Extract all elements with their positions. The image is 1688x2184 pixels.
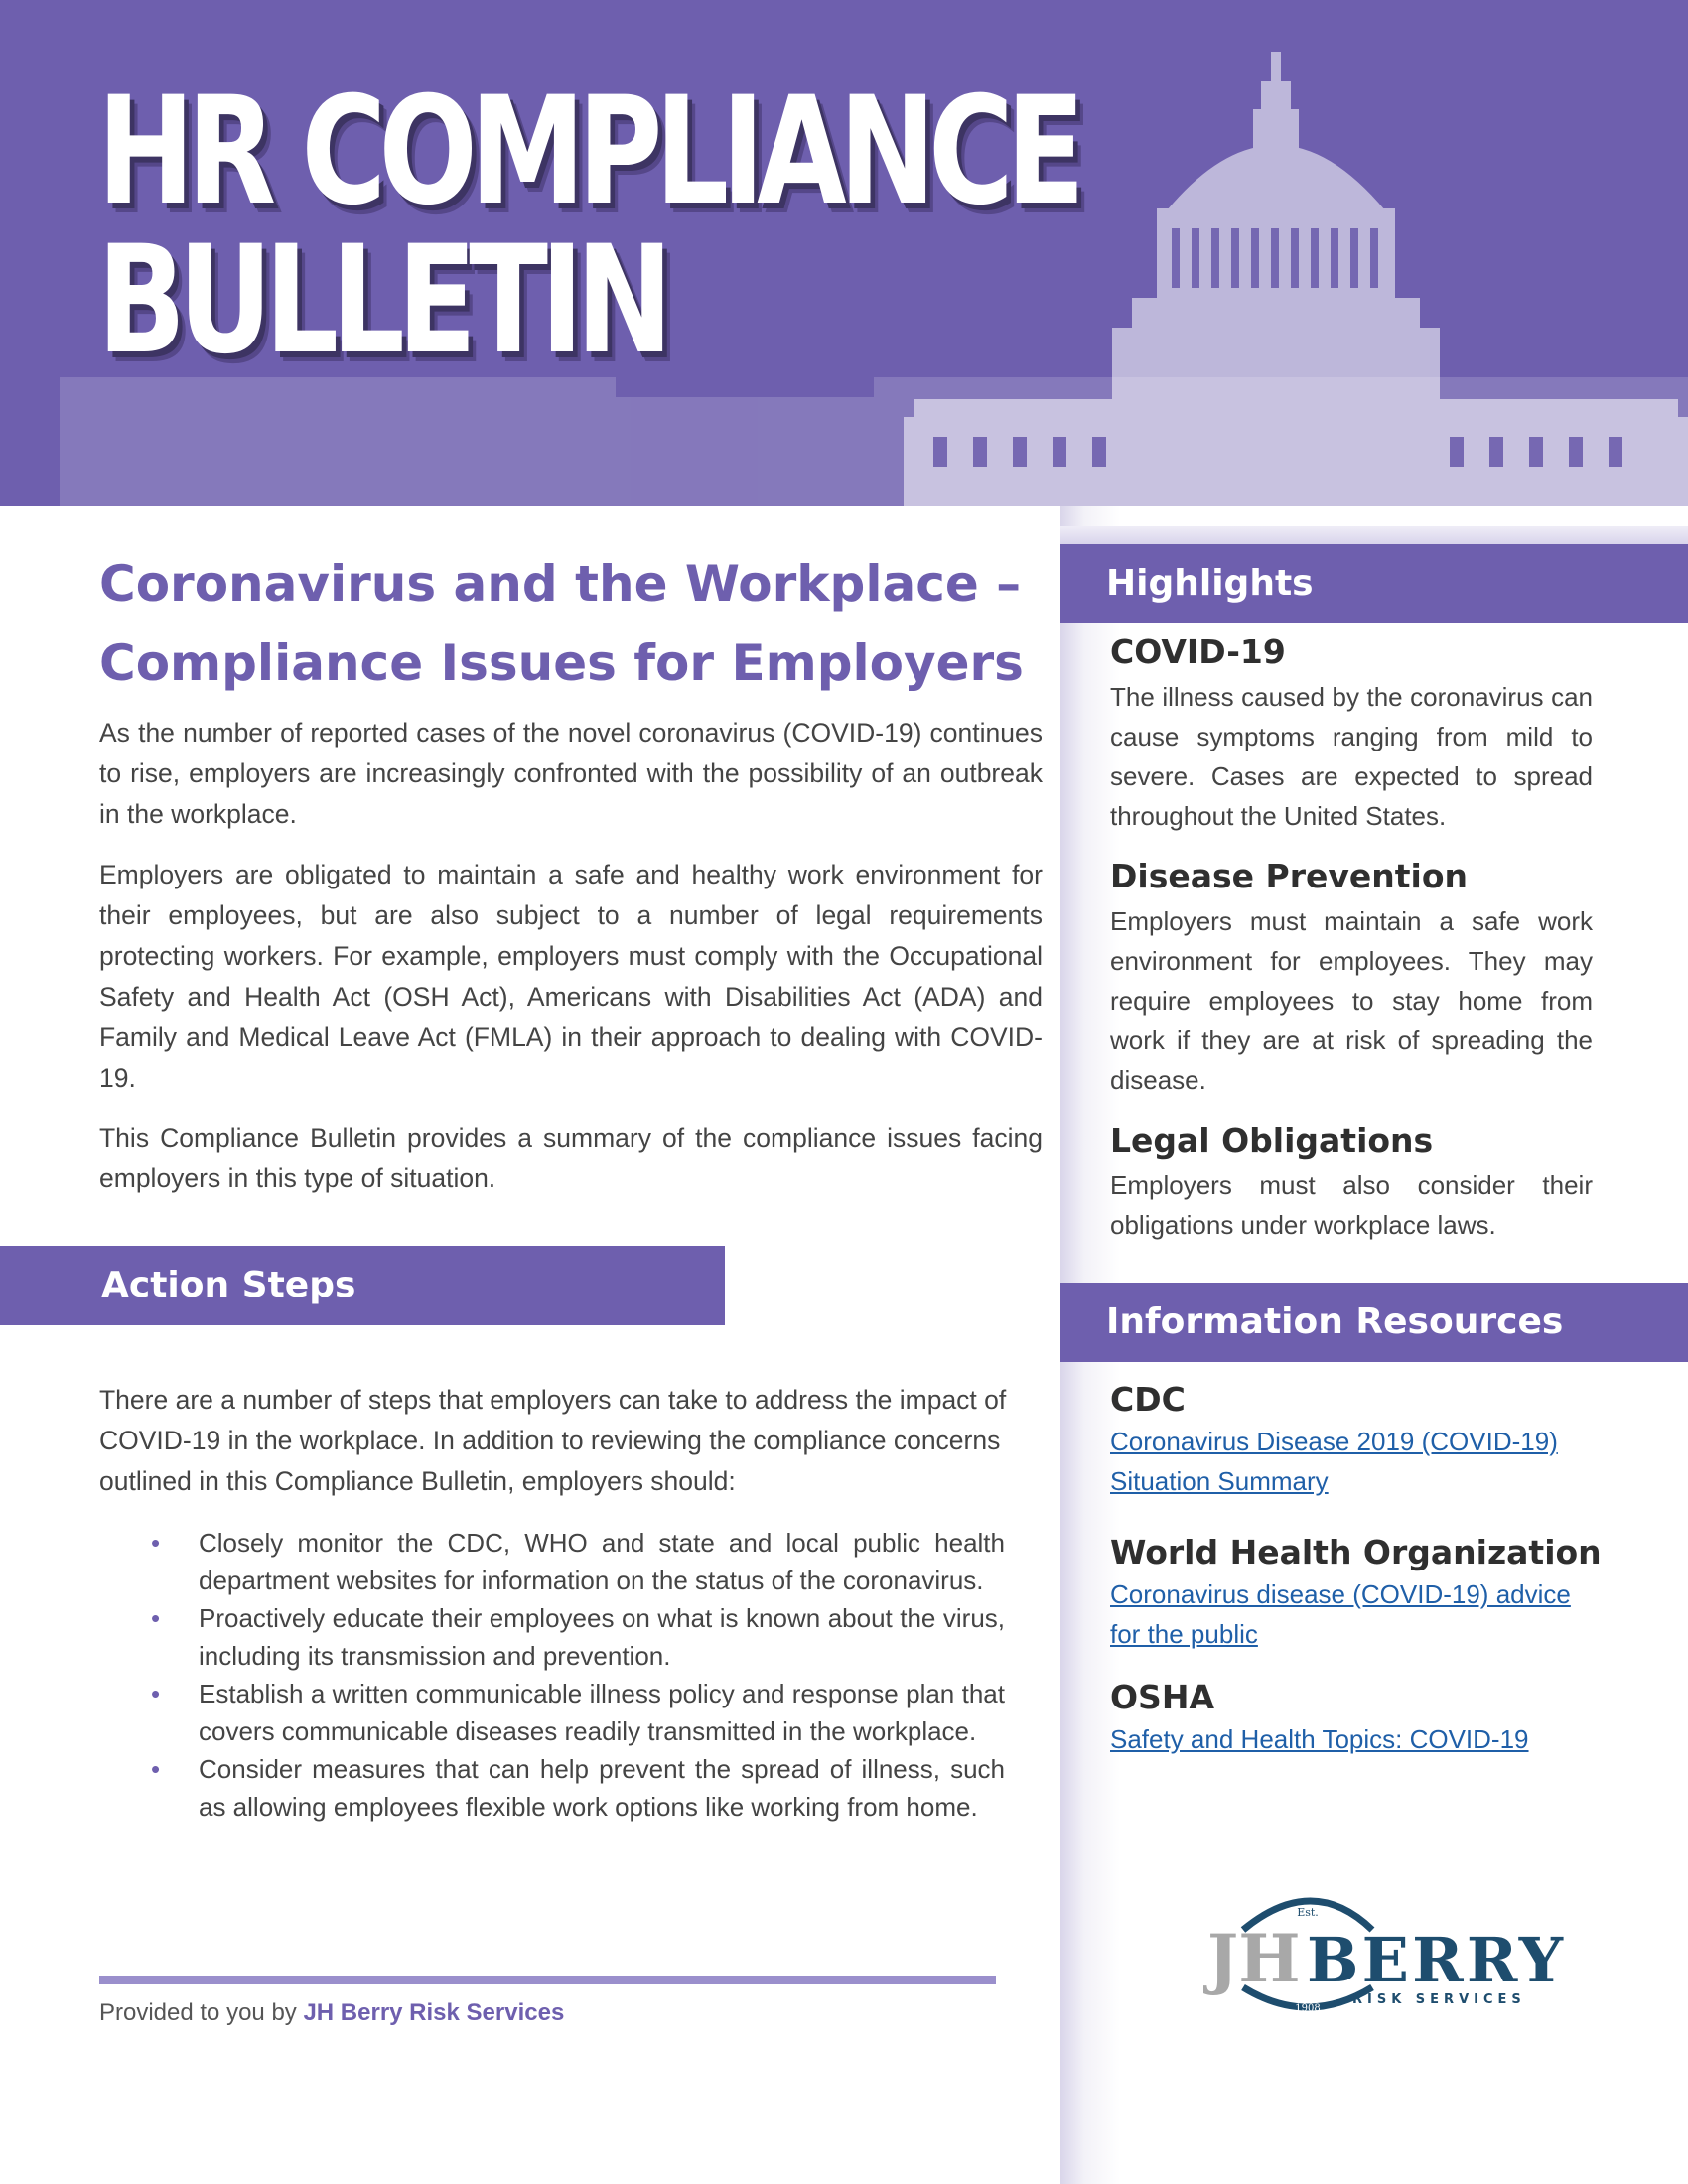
- resources-heading: Information Resources: [1060, 1283, 1688, 1362]
- highlight-body: The illness caused by the coronavirus can cause symptoms ranging from mild to severe. Cases are expected to spread throughout the United States.: [1110, 682, 1593, 831]
- bullet-icon: •: [151, 1528, 161, 1558]
- footer-company: JH Berry Risk Services: [303, 1999, 565, 2026]
- resource-title: World Health Organization: [1110, 1533, 1602, 1571]
- footer-credit: [99, 1999, 564, 2027]
- resource-item: [1110, 1531, 1607, 1654]
- resource-item: [1110, 1676, 1607, 1759]
- resource-title: OSHA: [1110, 1678, 1214, 1716]
- highlight-title: Disease Prevention: [1110, 857, 1468, 895]
- action-steps-heading: Action Steps: [0, 1246, 725, 1325]
- highlights-heading: Highlights: [1060, 544, 1688, 623]
- list-item: [99, 1675, 1005, 1750]
- article-title: [99, 544, 1033, 703]
- highlight-body: Employers must maintain a safe work environment for employees. They may require employees to stay home from work if they are at risk of spreading the disease.: [1110, 906, 1593, 1095]
- logo-jh: JH: [1207, 1920, 1301, 1997]
- list-item-text: Proactively educate their employees on what is known about the virus, including its transmission and prevention.: [199, 1603, 1005, 1671]
- jh-berry-logo: [1203, 1890, 1571, 2024]
- intro-paragraph: This Compliance Bulletin provides a summary of the compliance issues facing employers in this type of situation.: [99, 1123, 1043, 1193]
- resource-link-line: Safety and Health Topics: COVID-19: [1110, 1724, 1529, 1754]
- article-title-line2: Compliance Issues for Employers: [99, 634, 1024, 692]
- list-item-text: Consider measures that can help prevent the spread of illness, such as allowing employees flexible work options like working from home.: [199, 1754, 1005, 1822]
- footer-divider: [99, 1976, 996, 1984]
- logo-tagline: RISK SERVICES: [1352, 1992, 1526, 2007]
- bullet-icon: •: [151, 1754, 161, 1784]
- resource-item: [1110, 1378, 1607, 1501]
- bulletin-title-line1: HR COMPLIANCE: [97, 66, 1078, 238]
- list-item: [99, 1750, 1005, 1826]
- highlight-item: [1110, 856, 1593, 1100]
- header-banner: [0, 0, 1688, 506]
- bulletin-title: [97, 66, 1078, 387]
- resource-link-line: Coronavirus Disease 2019 (COVID-19): [1110, 1427, 1558, 1456]
- list-item-text: Closely monitor the CDC, WHO and state and local public health department websites for information on the status of the coronavirus.: [199, 1528, 1005, 1595]
- resource-link[interactable]: [1110, 1574, 1607, 1654]
- highlight-item: [1110, 1120, 1593, 1245]
- resource-link-line: Situation Summary: [1110, 1466, 1329, 1496]
- bulletin-title-line2: BULLETIN: [97, 214, 666, 387]
- action-steps-intro: There are a number of steps that employers can take to address the impact of COVID-19 in the workplace. In addition to reviewing the compliance concerns outlined in this Compliance Bulletin, employers should:: [99, 1385, 1007, 1496]
- logo-berry: BERRY: [1307, 1924, 1563, 1996]
- article-title-line1: Coronavirus and the Workplace –: [99, 555, 1022, 613]
- resource-link[interactable]: [1110, 1422, 1607, 1501]
- intro-paragraph: As the number of reported cases of the novel coronavirus (COVID-19) continues to rise, employers are increasingly confronted with the possibility of an outbreak in the workplace.: [99, 718, 1043, 829]
- resource-link-line: for the public: [1110, 1619, 1258, 1649]
- resource-link-line: Coronavirus disease (COVID-19) advice: [1110, 1579, 1571, 1609]
- highlight-body: Employers must also consider their obligations under workplace laws.: [1110, 1170, 1593, 1240]
- highlight-title: COVID-19: [1110, 632, 1286, 671]
- sidebar-top-fade: [1060, 526, 1688, 546]
- bullet-icon: •: [151, 1603, 161, 1633]
- highlight-item: [1110, 631, 1593, 836]
- bullet-icon: •: [151, 1679, 161, 1708]
- logo-year: 1908: [1295, 2003, 1321, 2014]
- footer-prefix: Provided to you by: [99, 1999, 304, 2026]
- highlight-title: Legal Obligations: [1110, 1121, 1434, 1160]
- list-item: [99, 1599, 1005, 1675]
- list-item-text: Establish a written communicable illness policy and response plan that covers communicable diseases readily transmitted in the workplace.: [199, 1679, 1005, 1746]
- resource-link[interactable]: [1110, 1719, 1607, 1759]
- action-steps-list: [99, 1524, 1005, 1826]
- logo-est: Est.: [1297, 1906, 1319, 1919]
- resource-title: CDC: [1110, 1380, 1186, 1419]
- list-item: [99, 1524, 1005, 1599]
- intro-paragraph: Employers are obligated to maintain a safe and healthy work environment for their employees, but are also subject to a number of legal requirements protecting workers. For example, employers must comply with the Occupational Safety and Health Act (OSH Act), Americans with Disabilities Act (ADA) and Family and Medical Leave Act (FMLA) in their approach to dealing with COVID-19.: [99, 860, 1043, 1093]
